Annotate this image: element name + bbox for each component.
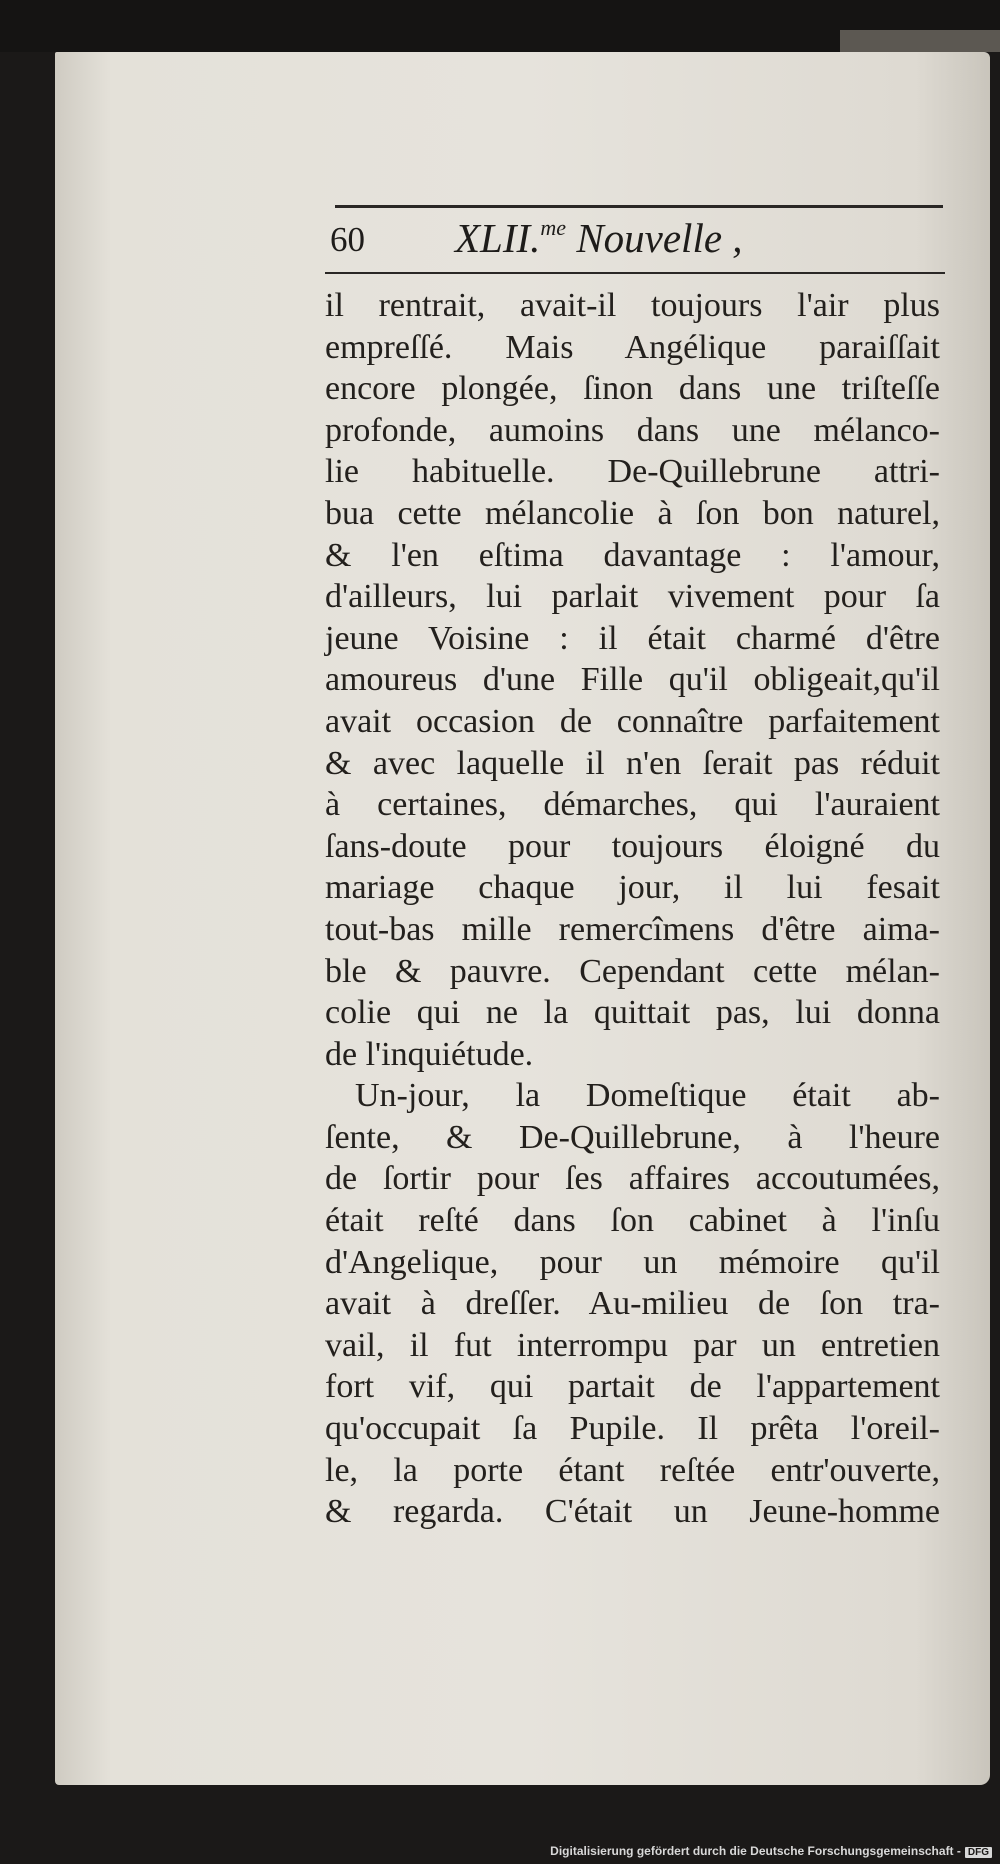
text-line: de l'inquiétude.: [325, 1035, 534, 1073]
text-line: le, la porte étant reſtée entr'ouverte,: [325, 1451, 940, 1489]
paragraph-1: [325, 285, 940, 1075]
text-line: bua cette mélancolie à ſon bon naturel,: [325, 494, 940, 532]
text-line: mariage chaque jour, il lui fesait: [325, 869, 940, 907]
text-line: d'Angelique, pour un mémoire qu'il: [325, 1243, 940, 1281]
page-number: 60: [330, 220, 365, 259]
text-line: de ſortir pour ſes affaires accoutumées,: [325, 1160, 940, 1198]
text-line: à certaines, démarches, qui l'auraient: [325, 786, 940, 824]
running-title-numeral: XLII.: [455, 215, 541, 261]
text-line: était reſté dans ſon cabinet à l'inſu: [325, 1202, 940, 1240]
text-line: ſans-doute pour toujours éloigné du: [325, 827, 940, 865]
text-line: & avec laquelle il n'en ſerait pas réduit: [325, 744, 940, 782]
text-line: & regarda. C'était un Jeune-homme: [325, 1493, 940, 1531]
text-line: colie qui ne la quittait pas, lui donna: [325, 994, 940, 1032]
text-line: avait occasion de connaître parfaitement: [325, 702, 940, 740]
text-line: fort vif, qui partait de l'appartement: [325, 1368, 940, 1406]
digitization-credit: [550, 1844, 992, 1858]
next-page-edge: [840, 30, 1000, 52]
text-line: amoureus d'une Fille qu'il obligeait,qu'il: [325, 661, 940, 699]
dfg-logo: DFG: [965, 1847, 992, 1858]
text-line: empreſſé. Mais Angélique paraiſſait: [325, 328, 940, 366]
running-title-word: Nouvelle ,: [566, 215, 743, 261]
text-line: qu'occupait ſa Pupile. Il prêta l'oreil-: [325, 1410, 940, 1448]
running-title: [455, 214, 743, 262]
credit-text: Digitalisierung gefördert durch die Deutsche Forschungsgemeinschaft -: [550, 1844, 961, 1858]
header-rule-bottom: [325, 272, 945, 274]
text-line: tout-bas mille remercîmens d'être aima-: [325, 910, 940, 948]
text-line: jeune Voisine : il était charmé d'être: [325, 619, 940, 657]
text-line: ſente, & De-Quillebrune, à l'heure: [325, 1118, 940, 1156]
running-title-superscript: me: [540, 215, 567, 240]
text-line: d'ailleurs, lui parlait vivement pour ſa: [325, 578, 940, 616]
text-line: & l'en eſtima davantage : l'amour,: [325, 536, 940, 574]
text-line: Un-jour, la Domeſtique était ab-: [355, 1077, 940, 1115]
text-line: il rentrait, avait-il toujours l'air plus: [325, 287, 940, 324]
running-header: [325, 208, 935, 270]
text-line: avait à dreſſer. Au-milieu de ſon tra-: [325, 1285, 940, 1323]
text-line: lie habituelle. De-Quillebrune attri-: [325, 453, 940, 491]
paragraph-2: [325, 1075, 940, 1533]
text-line: ble & pauvre. Cependant cette mélan-: [325, 952, 940, 990]
text-line: encore plongée, ſinon dans une triſteſſe: [325, 370, 940, 408]
body-text: [325, 285, 940, 1533]
text-line: vail, il fut interrompu par un entretien: [325, 1326, 940, 1364]
text-line: profonde, aumoins dans une mélanco-: [325, 411, 940, 449]
